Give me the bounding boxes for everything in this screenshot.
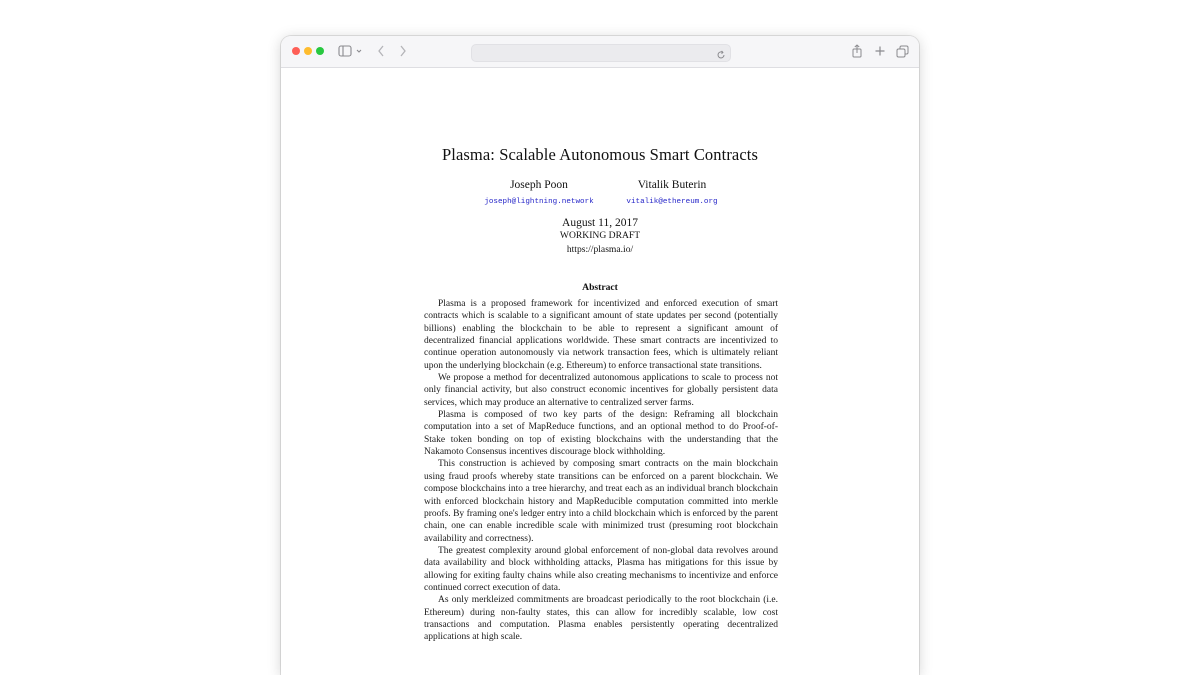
chevron-right-icon [399,45,407,57]
author-email-link[interactable]: vitalik@ethereum.org [626,198,718,206]
zoom-window-button[interactable] [316,47,324,55]
paper-status: WORKING DRAFT [559,230,641,241]
browser-toolbar [281,36,919,68]
abstract-body [424,298,778,644]
minimize-window-button[interactable] [304,47,312,55]
abstract-paragraph: We propose a method for decentralized autonomous applications to scale to process not only financial activity, but also construct economic incentives for globally persistent data services, which may produce an alternative to centralized server farms. [424,373,778,408]
new-tab-button[interactable] [874,43,886,59]
browser-window [281,36,919,675]
reload-button[interactable] [716,47,726,65]
paper-date: August 11, 2017 [562,217,638,229]
plus-icon [874,45,886,57]
sidebar-toggle-button[interactable] [338,43,364,59]
forward-button[interactable] [398,43,408,59]
address-bar[interactable] [471,44,731,62]
author-name: Vitalik Buterin [637,179,707,191]
abstract-paragraph: As only merkleized commitments are broadcast periodically to the root blockchain (i.e. Ethereum) during non-faulty states, this can allow for incredibly scalable, low cost transactions and computation. Plasma enables persistently operating decentralized applications at high scale. [424,595,778,643]
date-block [281,216,919,256]
sidebar-icon [338,45,364,57]
author-name: Joseph Poon [510,179,568,191]
paper-url: https://plasma.io/ [566,244,634,255]
close-window-button[interactable] [292,47,300,55]
chevron-left-icon [377,45,385,57]
tab-overview-button[interactable] [896,43,909,59]
paper-title: Plasma: Scalable Autonomous Smart Contracts [442,145,758,164]
abstract-paragraph: Plasma is a proposed framework for incentivized and enforced execution of smart contracts which is scalable to a significant amount of state updates per second (potentially billions) enabling the blockchain to be able to represent a significant amount of decentralized financial applications worldwide. These smart contracts are incentivized to continue operation autonomously via network transaction fees, which is ultimately reliant upon the underlying blockchain (e.g. Ethereum) to enforce transactional state transitions. [424,299,778,371]
tabs-icon [896,45,909,58]
abstract-paragraph: The greatest complexity around global enforcement of non-global data revolves around data availability and block withholding attacks, Plasma has mitigations for this issue by allowing for exiting faulty chains while also creating mechanisms to incentivize and enforce continued correct execution of data. [424,545,778,593]
author-email-link[interactable]: joseph@lightning.network [484,198,594,206]
reload-icon [716,50,726,60]
abstract-paragraph: This construction is achieved by composing smart contracts on the main blockchain using fraud proofs whereby state transitions can be enforced on a parent blockchain. We compose blockchains into a tree hierarchy, and treat each as an individual branch blockchain with enforced blockchain history and MapReducible computation committed into merkle proofs. By framing one's ledger entry into a child blockchain which is enforced by the parent chain, one can enable incredible scale with minimized trust (presuming root blockchain availability and correctness). [424,459,778,544]
document-page [281,68,919,675]
share-icon [851,44,863,58]
back-button[interactable] [376,43,386,59]
abstract-heading: Abstract [582,282,618,293]
share-button[interactable] [851,43,863,59]
abstract-paragraph: Plasma is composed of two key parts of the design: Reframing all blockchain computation into a set of MapReduce functions, and an optional method to do Proof-of-Stake token bonding on top of existing blockchains with the understanding that the Nakamoto Consensus incentives discourage block withholding. [424,410,778,458]
author-block [592,178,752,208]
